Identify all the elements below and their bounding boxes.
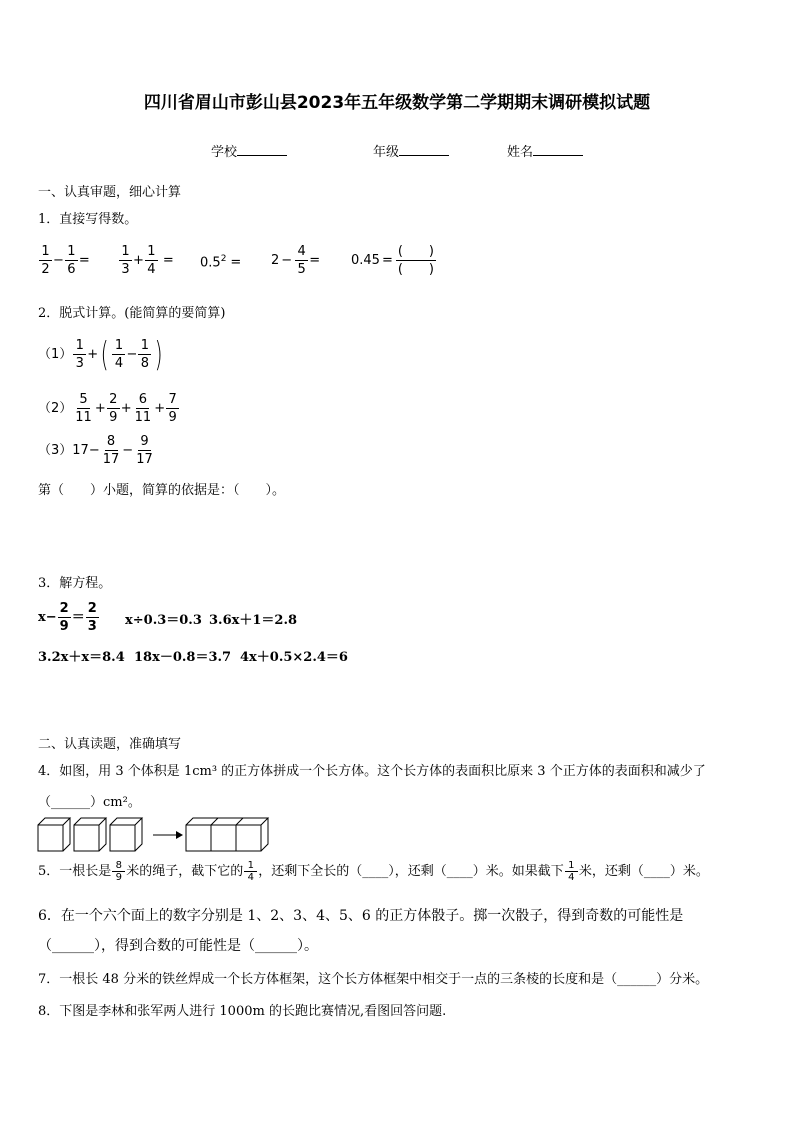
- school-field: [211, 141, 287, 160]
- cubes-figure: [37, 815, 277, 855]
- page-title: 四川省眉山市彭山县2023年五年级数学第二学期期末调研模拟试题: [143, 93, 651, 113]
- q2-problem3: （3）17− $\frac{8}{17}$ − $\frac{9}{17}$: [38, 434, 153, 467]
- q3-equation2: x÷0.3＝0.3: [125, 613, 202, 628]
- fraction: $\frac{6}{11}$: [134, 392, 152, 425]
- q1-item1: $\frac{1}{2}$ − $\frac{1}{6}$ =: [38, 243, 90, 278]
- name-field: [507, 141, 583, 160]
- answer-fraction: $\frac{( )}{( )}$: [397, 244, 435, 277]
- q3-equation6: 4x＋0.5×2.4＝6: [240, 650, 348, 665]
- fraction: $\frac{1}{4}$: [244, 860, 257, 883]
- section2-heading: 二、认真读题，准确填写: [38, 737, 182, 752]
- fraction: $\frac{2}{3}$: [87, 601, 97, 634]
- fraction: $\frac{1}{4}$: [112, 337, 125, 372]
- name-blank: [533, 143, 583, 156]
- q1-item3: $0.5^2$ =: [200, 254, 242, 271]
- cube: [74, 818, 106, 851]
- q1-item4: 2 − $\frac{4}{5}$ =: [271, 244, 321, 277]
- grade-label: 年级: [373, 145, 400, 160]
- q2-problem1: （1） $\frac{1}{3}$ +( $\frac{1}{4}$ − $\frac{1}{8}$ ): [38, 334, 163, 375]
- grade-field: [373, 141, 449, 160]
- section1-heading: 一、认真审题，细心计算: [38, 185, 182, 200]
- cube: [110, 818, 142, 851]
- fraction: $\frac{1}{8}$: [138, 337, 151, 372]
- q4-text-line1: 4．如图，用 3 个体积是 1cm³ 的正方体拼成一个长方体。这个长方体的表面积比原来 3 个正方体的表面积和减少了: [38, 764, 706, 779]
- fraction: $\frac{4}{5}$: [295, 243, 308, 278]
- q2-note: 第（ ）小题，简算的依据是：（ ）。: [38, 483, 286, 498]
- fraction: $\frac{1}{4}$: [145, 243, 158, 278]
- fraction: $\frac{2}{9}$: [107, 391, 120, 426]
- fraction: $\frac{8}{9}$: [112, 860, 125, 883]
- right-paren: ): [155, 334, 163, 375]
- fraction: $\frac{9}{17}$: [136, 434, 153, 467]
- q3-equation1: x− $\frac{2}{9}$ ＝ $\frac{2}{3}$: [38, 601, 97, 634]
- q2-label: 2．脱式计算。(能简算的要简算): [38, 306, 226, 321]
- grade-blank: [399, 143, 449, 156]
- cuboid: [186, 818, 268, 851]
- q7-text: 7．一根长 48 分米的铁丝焊成一个长方体框架，这个长方体框架中相交于一点的三条棱的长度和是（______）分米。: [38, 972, 709, 987]
- fraction: $\frac{8}{17}$: [102, 434, 120, 467]
- q6-text-line2: （______），得到合数的可能性是（______）。: [38, 938, 318, 954]
- fraction: $\frac{1}{3}$: [73, 337, 86, 372]
- fraction: $\frac{1}{6}$: [65, 243, 78, 278]
- school-label: 学校: [211, 145, 238, 160]
- left-paren: (: [100, 334, 109, 375]
- q1-item2: $\frac{1}{3}$ + $\frac{1}{4}$ =: [118, 243, 174, 278]
- q2-problem2: （2） $\frac{5}{11}$ + $\frac{2}{9}$ + $\frac{6}{11}$ + $\frac{7}{9}$: [38, 391, 180, 426]
- fraction: $\frac{1}{2}$: [39, 243, 52, 278]
- q1-item5: 0.45 = $\frac{( )}{( )}$: [351, 244, 435, 277]
- name-label: 姓名: [507, 145, 534, 160]
- fraction: $\frac{1}{3}$: [119, 243, 132, 278]
- school-blank: [237, 143, 287, 156]
- cube: [38, 818, 70, 851]
- fraction: $\frac{7}{9}$: [166, 391, 179, 426]
- q6-text-line1: 6．在一个六个面上的数字分别是 1、2、3、4、5、6 的正方体骰子。掷一次骰子，得到奇数的可能性是: [38, 908, 684, 924]
- q3-equation3: 3.6x＋1＝2.8: [209, 613, 298, 628]
- fraction: $\frac{1}{4}$: [565, 860, 578, 883]
- q4-text-line2: （______）cm²。: [38, 795, 141, 810]
- fraction: $\frac{2}{9}$: [59, 601, 69, 634]
- q8-text: 8．下图是李林和张军两人进行 1000m 的长跑比赛情况,看图回答问题.: [38, 1004, 447, 1019]
- fraction: $\frac{5}{11}$: [75, 392, 92, 425]
- q3-label: 3．解方程。: [38, 576, 112, 591]
- q1-label: 1．直接写得数。: [38, 212, 138, 227]
- q5-text: 5．一根长是 $\frac{8}{9}$ 米的绳子，截下它的 $\frac{1}{4}$ ，还剩下全长的（____），还剩（____）米。如果截下 $\frac{1}{4}$ 米，还剩（____）米。: [38, 860, 709, 883]
- q3-equation4: 3.2x＋x＝8.4: [38, 650, 125, 665]
- q3-equation5: 18x－0.8＝3.7: [134, 650, 232, 665]
